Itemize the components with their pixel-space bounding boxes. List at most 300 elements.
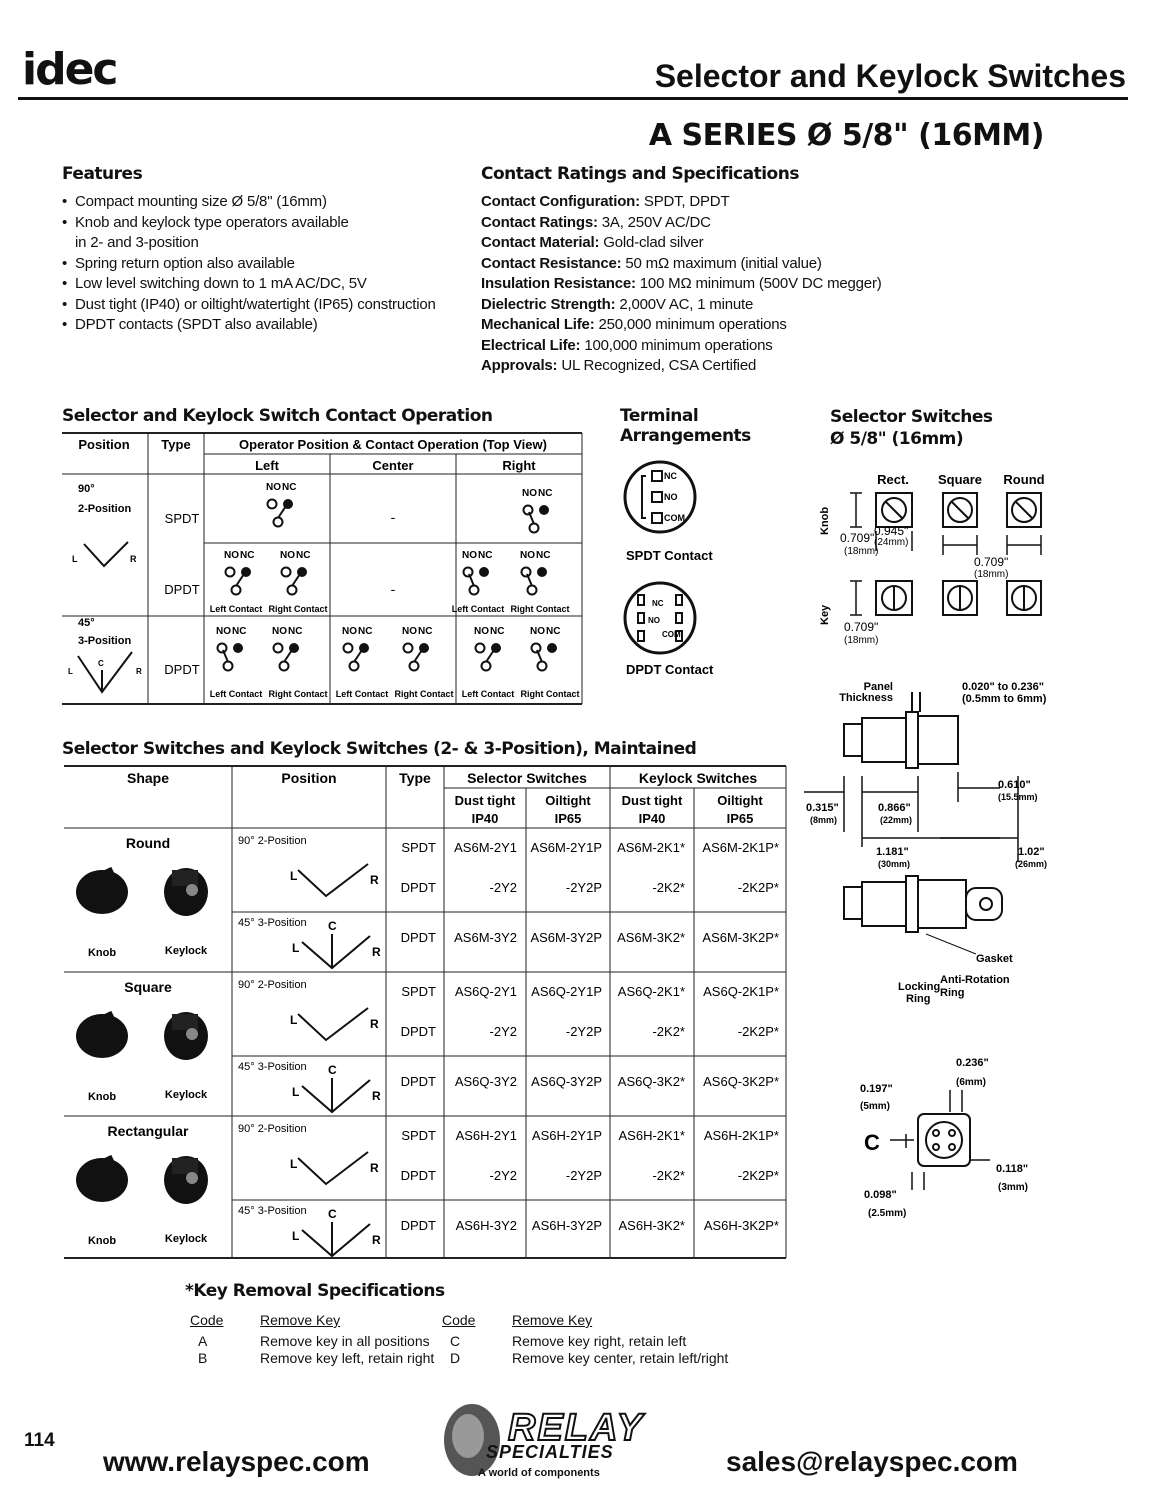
maint-h-selector: Selector Switches bbox=[467, 770, 587, 786]
row-type: DPDT bbox=[400, 1168, 436, 1183]
part-number: -2Y2P bbox=[565, 1168, 602, 1183]
rating-row bbox=[481, 336, 901, 357]
terminal-footprint bbox=[850, 1050, 1050, 1225]
ratings-title: Contact Ratings and Specifications bbox=[481, 164, 799, 184]
page-number: 114 bbox=[24, 1430, 55, 1451]
rating-value: SPDT, DPDT bbox=[643, 193, 730, 210]
sym-c: C bbox=[98, 659, 104, 668]
kr-h-remove: Remove Key bbox=[512, 1312, 593, 1328]
position-45: 45° 3-Position bbox=[238, 1061, 307, 1073]
contact-nc-label: NC bbox=[240, 550, 255, 561]
position-90: 90° 2-Position bbox=[238, 979, 307, 991]
rating-label: Contact Material: bbox=[481, 234, 600, 251]
part-number: AS6Q-2Y1P bbox=[531, 984, 602, 999]
knob-label: Knob bbox=[87, 947, 117, 959]
sym-l: L bbox=[292, 1229, 300, 1243]
knob-label: Knob bbox=[87, 1235, 117, 1247]
row-type: DPDT bbox=[400, 1024, 436, 1039]
dims-5: (5mm) bbox=[860, 1101, 891, 1112]
dims-18mm: (18mm) bbox=[844, 546, 879, 557]
sym-r: R bbox=[372, 945, 381, 959]
contact-no-label: NO bbox=[530, 626, 545, 637]
contact-lever bbox=[236, 574, 244, 586]
part-number: AS6Q-3K2* bbox=[617, 1074, 685, 1089]
rating-row bbox=[481, 192, 901, 213]
contact-no-terminal bbox=[476, 644, 485, 653]
op-pos3: 3-Position bbox=[78, 635, 132, 647]
maint-h-ip40: IP40 bbox=[471, 811, 499, 826]
dims-155: (15.5mm) bbox=[998, 792, 1038, 802]
email-link[interactable]: sales@relayspec.com bbox=[726, 1446, 1018, 1477]
contact-symbol bbox=[342, 626, 372, 671]
part-number: -2K2* bbox=[652, 1168, 685, 1183]
contact-caption: Right Contact bbox=[510, 604, 570, 614]
selector-front-views bbox=[800, 465, 1060, 655]
contact-symbol bbox=[272, 626, 302, 671]
rating-value: 50 mΩ maximum (initial value) bbox=[625, 254, 822, 272]
knob-photo bbox=[76, 1155, 128, 1202]
contact-nc-label: NC bbox=[418, 626, 433, 637]
contact-symbol bbox=[402, 626, 432, 671]
dims-6: (6mm) bbox=[956, 1077, 987, 1088]
contact-no-terminal bbox=[464, 568, 473, 577]
contact-symbol bbox=[462, 550, 492, 595]
three-position-symbol bbox=[68, 652, 142, 692]
dims-945: 0.945" bbox=[874, 524, 909, 538]
kr-h-code: Code bbox=[442, 1312, 476, 1328]
contact-no-terminal bbox=[532, 644, 541, 653]
rating-row bbox=[481, 315, 901, 336]
kr-text: Remove key left, retain right bbox=[260, 1350, 435, 1366]
dims-25: (2.5mm) bbox=[868, 1208, 907, 1219]
part-number: AS6Q-2Y1 bbox=[454, 984, 517, 999]
dims-18mm-c: (18mm) bbox=[844, 635, 879, 646]
knob-photo bbox=[76, 1011, 128, 1058]
kr-code: A bbox=[198, 1333, 208, 1349]
contact-lever bbox=[414, 650, 422, 662]
op-type-dpdt: DPDT bbox=[164, 582, 200, 597]
terminal-diagrams bbox=[618, 455, 728, 685]
contact-no-label: NO bbox=[280, 550, 295, 561]
row-type: SPDT bbox=[401, 1128, 436, 1143]
part-number: AS6H-3K2P* bbox=[703, 1218, 779, 1233]
maint-h-oil: Oiltight bbox=[717, 793, 763, 808]
maint-h-dust: Dust tight bbox=[621, 793, 683, 808]
maint-h-ip65: IP65 bbox=[726, 811, 754, 826]
keylock-label: Keylock bbox=[164, 1089, 208, 1101]
rating-value: 2,000V AC, 1 minute bbox=[619, 295, 754, 313]
sym-r: R bbox=[136, 667, 142, 676]
contact-com-terminal bbox=[224, 662, 233, 671]
kr-text: Remove key center, retain left/right bbox=[512, 1350, 729, 1366]
maint-h-oil: Oiltight bbox=[545, 793, 591, 808]
maintained-title: Selector Switches and Keylock Switches (2- & 3-Position), Maintained bbox=[62, 739, 697, 759]
maint-h-keylock: Keylock Switches bbox=[638, 770, 758, 786]
ratings-section bbox=[481, 164, 901, 377]
side-view-dimensions bbox=[800, 672, 1062, 1027]
rating-label: Contact Ratings: bbox=[481, 213, 598, 231]
shape-name: Rectangular bbox=[107, 1123, 189, 1139]
part-number: AS6H-2Y1P bbox=[531, 1128, 602, 1143]
row-type: DPDT bbox=[400, 1218, 436, 1233]
part-number: AS6H-3Y2P bbox=[531, 1218, 602, 1233]
part-number: AS6M-3K2* bbox=[617, 930, 685, 945]
op-dash: - bbox=[390, 581, 396, 597]
terminal-title-line1: Terminal bbox=[620, 406, 699, 426]
contact-no-label: NO bbox=[474, 626, 489, 637]
part-number: AS6Q-3Y2 bbox=[454, 1074, 517, 1089]
rating-value: 3A, 250V AC/DC bbox=[601, 213, 711, 231]
position-90: 90° 2-Position bbox=[238, 835, 307, 847]
contact-caption: Left Contact bbox=[209, 689, 263, 699]
operation-table bbox=[62, 430, 586, 710]
contact-nc-label: NC bbox=[296, 550, 311, 561]
part-number: AS6Q-3Y2P bbox=[531, 1074, 602, 1089]
ratings-list bbox=[481, 192, 901, 377]
dims-8: (8mm) bbox=[810, 815, 838, 825]
contact-no-label: NO bbox=[520, 550, 535, 561]
terminal-no: NO bbox=[664, 492, 678, 502]
feature-item: • Compact mounting size Ø 5/8" (16mm) bbox=[62, 192, 462, 213]
contact-caption: Right Contact bbox=[268, 689, 328, 699]
keylock-photo bbox=[164, 868, 208, 916]
contact-nc-terminal bbox=[547, 643, 557, 653]
contact-symbol bbox=[474, 626, 504, 671]
sym-l: L bbox=[290, 869, 298, 883]
idec-logo: idec bbox=[22, 44, 117, 95]
part-number: AS6M-2Y1P bbox=[530, 840, 602, 855]
dims-thickness: Thickness bbox=[839, 692, 893, 704]
knob-photo bbox=[76, 867, 128, 914]
rating-value: Gold-clad silver bbox=[603, 234, 704, 251]
part-number: -2K2* bbox=[652, 880, 685, 895]
maintained-table bbox=[62, 764, 788, 1264]
contact-no-terminal bbox=[522, 568, 531, 577]
rating-row bbox=[481, 295, 901, 316]
part-number: AS6H-3Y2 bbox=[455, 1218, 517, 1233]
part-number: -2Y2P bbox=[565, 880, 602, 895]
terminal-com: COM bbox=[664, 513, 685, 523]
contact-symbol bbox=[266, 482, 296, 527]
dims-24mm: (24mm) bbox=[874, 537, 909, 548]
dims-709b: 0.709" bbox=[974, 555, 1009, 569]
part-number: AS6H-2Y1 bbox=[455, 1128, 517, 1143]
op-h-operator: Operator Position & Contact Operation (Top View) bbox=[239, 437, 547, 452]
shape-name: Square bbox=[124, 979, 172, 995]
contact-nc-label: NC bbox=[478, 550, 493, 561]
part-number: AS6H-2K1* bbox=[618, 1128, 685, 1143]
selector-dims-title-line2: Ø 5/8" (16mm) bbox=[830, 429, 964, 449]
part-number: -2K2P* bbox=[737, 1024, 779, 1039]
sym-l: L bbox=[290, 1013, 298, 1027]
logo-specialties: SPECIALTIES bbox=[486, 1442, 614, 1462]
rating-value: 100,000 minimum operations bbox=[584, 336, 773, 354]
op-type-spdt: SPDT bbox=[164, 511, 200, 526]
kr-h-remove: Remove Key bbox=[260, 1312, 341, 1328]
dims-709c: 0.709" bbox=[844, 620, 879, 634]
page-title: Selector and Keylock Switches bbox=[654, 58, 1126, 94]
dims-709: 0.709" bbox=[840, 531, 875, 545]
contact-nc-label: NC bbox=[538, 488, 553, 499]
rating-label: Electrical Life: bbox=[481, 336, 581, 354]
feature-item: • DPDT contacts (SPDT also available) bbox=[62, 315, 462, 336]
dims-102: 1.02" bbox=[1018, 846, 1045, 858]
contact-no-label: NO bbox=[272, 626, 287, 637]
contact-nc-terminal bbox=[233, 643, 243, 653]
selector-dims-title-line1: Selector Switches bbox=[830, 407, 993, 427]
contact-nc-label: NC bbox=[490, 626, 505, 637]
dims-26: (26mm) bbox=[1015, 859, 1048, 869]
dims-panel: Panel bbox=[863, 681, 893, 693]
rating-value: 100 MΩ minimum (500V DC megger) bbox=[639, 275, 882, 292]
keylock-label: Keylock bbox=[164, 945, 208, 957]
maint-h-ip40: IP40 bbox=[638, 811, 666, 826]
part-number: AS6H-3K2* bbox=[618, 1218, 685, 1233]
maint-h-ip65: IP65 bbox=[554, 811, 582, 826]
contact-symbol bbox=[530, 626, 560, 671]
part-number: -2K2P* bbox=[737, 1168, 779, 1183]
contact-symbol bbox=[224, 550, 254, 595]
contact-symbol bbox=[216, 626, 246, 671]
rating-label: Contact Configuration: bbox=[481, 193, 640, 210]
op-type-dpdt: DPDT bbox=[164, 662, 200, 677]
dims-610: 0.610" bbox=[998, 779, 1031, 791]
terminal-title-line2: Arrangements bbox=[620, 426, 751, 446]
rating-value: 250,000 minimum operations bbox=[598, 316, 787, 333]
contact-no-label: NO bbox=[216, 626, 231, 637]
dims-panel-range-mm: (0.5mm to 6mm) bbox=[962, 693, 1047, 705]
part-number: AS6M-2K1* bbox=[617, 840, 685, 855]
contact-nc-terminal bbox=[479, 567, 489, 577]
op-pos45: 45° bbox=[78, 617, 95, 629]
relay-specialties-logo bbox=[438, 1398, 682, 1482]
dims-ring-2: Ring bbox=[906, 993, 931, 1005]
dims-locking: Locking bbox=[898, 981, 941, 993]
dims-square: Square bbox=[937, 472, 983, 487]
contact-no-label: NO bbox=[402, 626, 417, 637]
sym-r: R bbox=[130, 554, 137, 564]
contact-no-terminal bbox=[344, 644, 353, 653]
part-number: -2Y2 bbox=[489, 880, 517, 895]
kr-code: C bbox=[450, 1333, 461, 1349]
rating-label: Mechanical Life: bbox=[481, 316, 595, 333]
maint-h-dust: Dust tight bbox=[454, 793, 516, 808]
part-number: AS6M-2K1P* bbox=[702, 840, 779, 855]
contact-no-terminal bbox=[218, 644, 227, 653]
keylock-label: Keylock bbox=[164, 1233, 208, 1245]
part-number: AS6M-3Y2P bbox=[530, 930, 602, 945]
sym-r: R bbox=[370, 1017, 379, 1031]
logo-tagline: A world of components bbox=[478, 1467, 600, 1479]
contact-com-terminal bbox=[410, 662, 419, 671]
features-section bbox=[62, 164, 462, 336]
dims-098: 0.098" bbox=[864, 1189, 897, 1201]
contact-no-label: NO bbox=[462, 550, 477, 561]
contact-caption: Left Contact bbox=[209, 604, 263, 614]
website-link[interactable]: www.relayspec.com bbox=[103, 1446, 370, 1477]
dims-key: Key bbox=[819, 604, 831, 625]
maint-h-type: Type bbox=[399, 770, 431, 786]
dims-1181: 1.181" bbox=[876, 846, 909, 858]
part-number: -2Y2 bbox=[489, 1168, 517, 1183]
part-number: -2Y2 bbox=[489, 1024, 517, 1039]
contact-lever bbox=[278, 506, 286, 518]
contact-com-terminal bbox=[288, 586, 297, 595]
terminal-title bbox=[620, 406, 751, 446]
op-h-left: Left bbox=[255, 458, 279, 473]
rating-label: Contact Resistance: bbox=[481, 254, 622, 272]
dims-knob: Knob bbox=[819, 506, 831, 535]
row-type: DPDT bbox=[400, 1074, 436, 1089]
rating-row bbox=[481, 233, 901, 254]
keylock-photo bbox=[164, 1156, 208, 1204]
contact-com-terminal bbox=[528, 586, 537, 595]
dims-197: 0.197" bbox=[860, 1083, 893, 1095]
maintained-body bbox=[76, 835, 779, 1256]
rating-row bbox=[481, 254, 901, 275]
rating-row bbox=[481, 213, 901, 234]
part-number: AS6Q-2K1P* bbox=[703, 984, 779, 999]
part-number: AS6M-2Y1 bbox=[454, 840, 517, 855]
keylock-side-view bbox=[844, 876, 1002, 932]
contact-com-terminal bbox=[530, 524, 539, 533]
centerline-mark: C bbox=[864, 1130, 880, 1155]
maint-h-shape: Shape bbox=[126, 770, 170, 786]
selector-dims-title bbox=[830, 406, 993, 450]
dims-118: 0.118" bbox=[996, 1163, 1029, 1175]
spdt-terminal-diagram bbox=[625, 462, 695, 532]
shape-name: Round bbox=[125, 835, 171, 851]
dims-ring-1: Ring bbox=[940, 987, 965, 999]
contact-symbol bbox=[520, 550, 550, 595]
dims-gasket: Gasket bbox=[976, 953, 1013, 965]
dpdt-com: COM bbox=[662, 630, 681, 639]
contact-com-terminal bbox=[232, 586, 241, 595]
dims-22: (22mm) bbox=[880, 815, 913, 825]
part-number: -2K2P* bbox=[737, 880, 779, 895]
features-title: Features bbox=[62, 164, 143, 184]
kr-h-code: Code bbox=[190, 1312, 224, 1328]
sym-c: C bbox=[328, 1063, 337, 1077]
row-type: SPDT bbox=[401, 840, 436, 855]
rating-label: Dielectric Strength: bbox=[481, 295, 616, 313]
dpdt-terminal-diagram bbox=[625, 583, 695, 653]
rating-row bbox=[481, 274, 901, 295]
part-number: AS6M-3Y2 bbox=[454, 930, 517, 945]
sym-l: L bbox=[292, 1085, 300, 1099]
dims-18mm-b: (18mm) bbox=[974, 569, 1009, 580]
dims-panel-range: 0.020" to 0.236" bbox=[962, 681, 1044, 693]
contact-nc-label: NC bbox=[546, 626, 561, 637]
contact-lever bbox=[292, 574, 300, 586]
contact-caption: Right Contact bbox=[394, 689, 454, 699]
feature-item: • Low level switching down to 1 mA AC/DC, 5V bbox=[62, 274, 462, 295]
contact-com-terminal bbox=[482, 662, 491, 671]
contact-nc-label: NC bbox=[288, 626, 303, 637]
contact-nc-terminal bbox=[539, 505, 549, 515]
series-title: A SERIES Ø 5/8" (16MM) bbox=[648, 118, 1044, 153]
kr-code: D bbox=[450, 1350, 461, 1366]
terminal-nc: NC bbox=[664, 471, 677, 481]
op-h-position: Position bbox=[78, 437, 130, 452]
two-position-symbol bbox=[290, 1152, 379, 1184]
row-type: DPDT bbox=[400, 880, 436, 895]
feature-item: • Spring return option also available bbox=[62, 254, 462, 275]
contact-com-terminal bbox=[538, 662, 547, 671]
op-h-center: Center bbox=[372, 458, 414, 473]
operation-title: Selector and Keylock Switch Contact Operation bbox=[62, 406, 493, 426]
contact-no-label: NO bbox=[522, 488, 537, 499]
contact-caption: Right Contact bbox=[520, 689, 580, 699]
dims-866: 0.866" bbox=[878, 802, 911, 814]
key-removal-title: *Key Removal Specifications bbox=[185, 1281, 445, 1301]
dims-30: (30mm) bbox=[878, 859, 911, 869]
part-number: AS6Q-3K2P* bbox=[703, 1074, 779, 1089]
features-list bbox=[62, 192, 462, 336]
op-dash: - bbox=[390, 509, 396, 525]
dims-antirot: Anti-Rotation bbox=[940, 974, 1010, 986]
part-number: -2K2* bbox=[652, 1024, 685, 1039]
contact-nc-label: NC bbox=[358, 626, 373, 637]
header-rule bbox=[18, 97, 1128, 100]
logo-relay: RELAY bbox=[508, 1407, 644, 1449]
rating-label: Insulation Resistance: bbox=[481, 275, 636, 292]
rating-value: UL Recognized, CSA Certified bbox=[561, 357, 757, 374]
contact-no-label: NO bbox=[224, 550, 239, 561]
sym-r: R bbox=[372, 1089, 381, 1103]
part-number: -2Y2P bbox=[565, 1024, 602, 1039]
dims-3: (3mm) bbox=[998, 1182, 1029, 1193]
sym-c: C bbox=[328, 919, 337, 933]
contact-caption: Left Contact bbox=[451, 604, 505, 614]
contact-no-terminal bbox=[282, 568, 291, 577]
contact-no-label: NO bbox=[266, 482, 281, 493]
op-h-type: Type bbox=[161, 437, 191, 452]
feature-item: • Dust tight (IP40) or oiltight/watertight (IP65) construction bbox=[62, 295, 455, 316]
contact-lever bbox=[354, 650, 362, 662]
contact-no-terminal bbox=[226, 568, 235, 577]
knob-label: Knob bbox=[87, 1091, 117, 1103]
sym-r: R bbox=[372, 1233, 381, 1247]
two-position-symbol bbox=[290, 864, 379, 896]
contact-no-terminal bbox=[268, 500, 277, 509]
part-number: AS6H-2K1P* bbox=[703, 1128, 779, 1143]
dims-round: Round bbox=[1003, 472, 1045, 487]
contact-no-terminal bbox=[404, 644, 413, 653]
dims-rect: Rect. bbox=[877, 472, 909, 487]
part-number: AS6M-3K2P* bbox=[702, 930, 779, 945]
row-type: SPDT bbox=[401, 984, 436, 999]
feature-item: • Knob and keylock type operators available in 2- and 3-position bbox=[62, 213, 355, 254]
dpdt-contact-label: DPDT Contact bbox=[626, 662, 714, 677]
kr-text: Remove key in all positions bbox=[260, 1333, 430, 1349]
sym-r: R bbox=[370, 873, 379, 887]
sym-l: L bbox=[292, 941, 300, 955]
contact-caption: Left Contact bbox=[461, 689, 515, 699]
rating-label: Approvals: bbox=[481, 357, 558, 374]
rating-row bbox=[481, 356, 901, 377]
contact-lever bbox=[284, 650, 292, 662]
sym-r: R bbox=[370, 1161, 379, 1175]
op-pos2: 2-Position bbox=[78, 503, 132, 515]
sym-l: L bbox=[290, 1157, 298, 1171]
position-45: 45° 3-Position bbox=[238, 917, 307, 929]
kr-text: Remove key right, retain left bbox=[512, 1333, 687, 1349]
contact-caption: Right Contact bbox=[268, 604, 328, 614]
position-90: 90° 2-Position bbox=[238, 1123, 307, 1135]
spdt-contact-label: SPDT Contact bbox=[626, 548, 713, 563]
contact-symbol bbox=[280, 550, 310, 595]
